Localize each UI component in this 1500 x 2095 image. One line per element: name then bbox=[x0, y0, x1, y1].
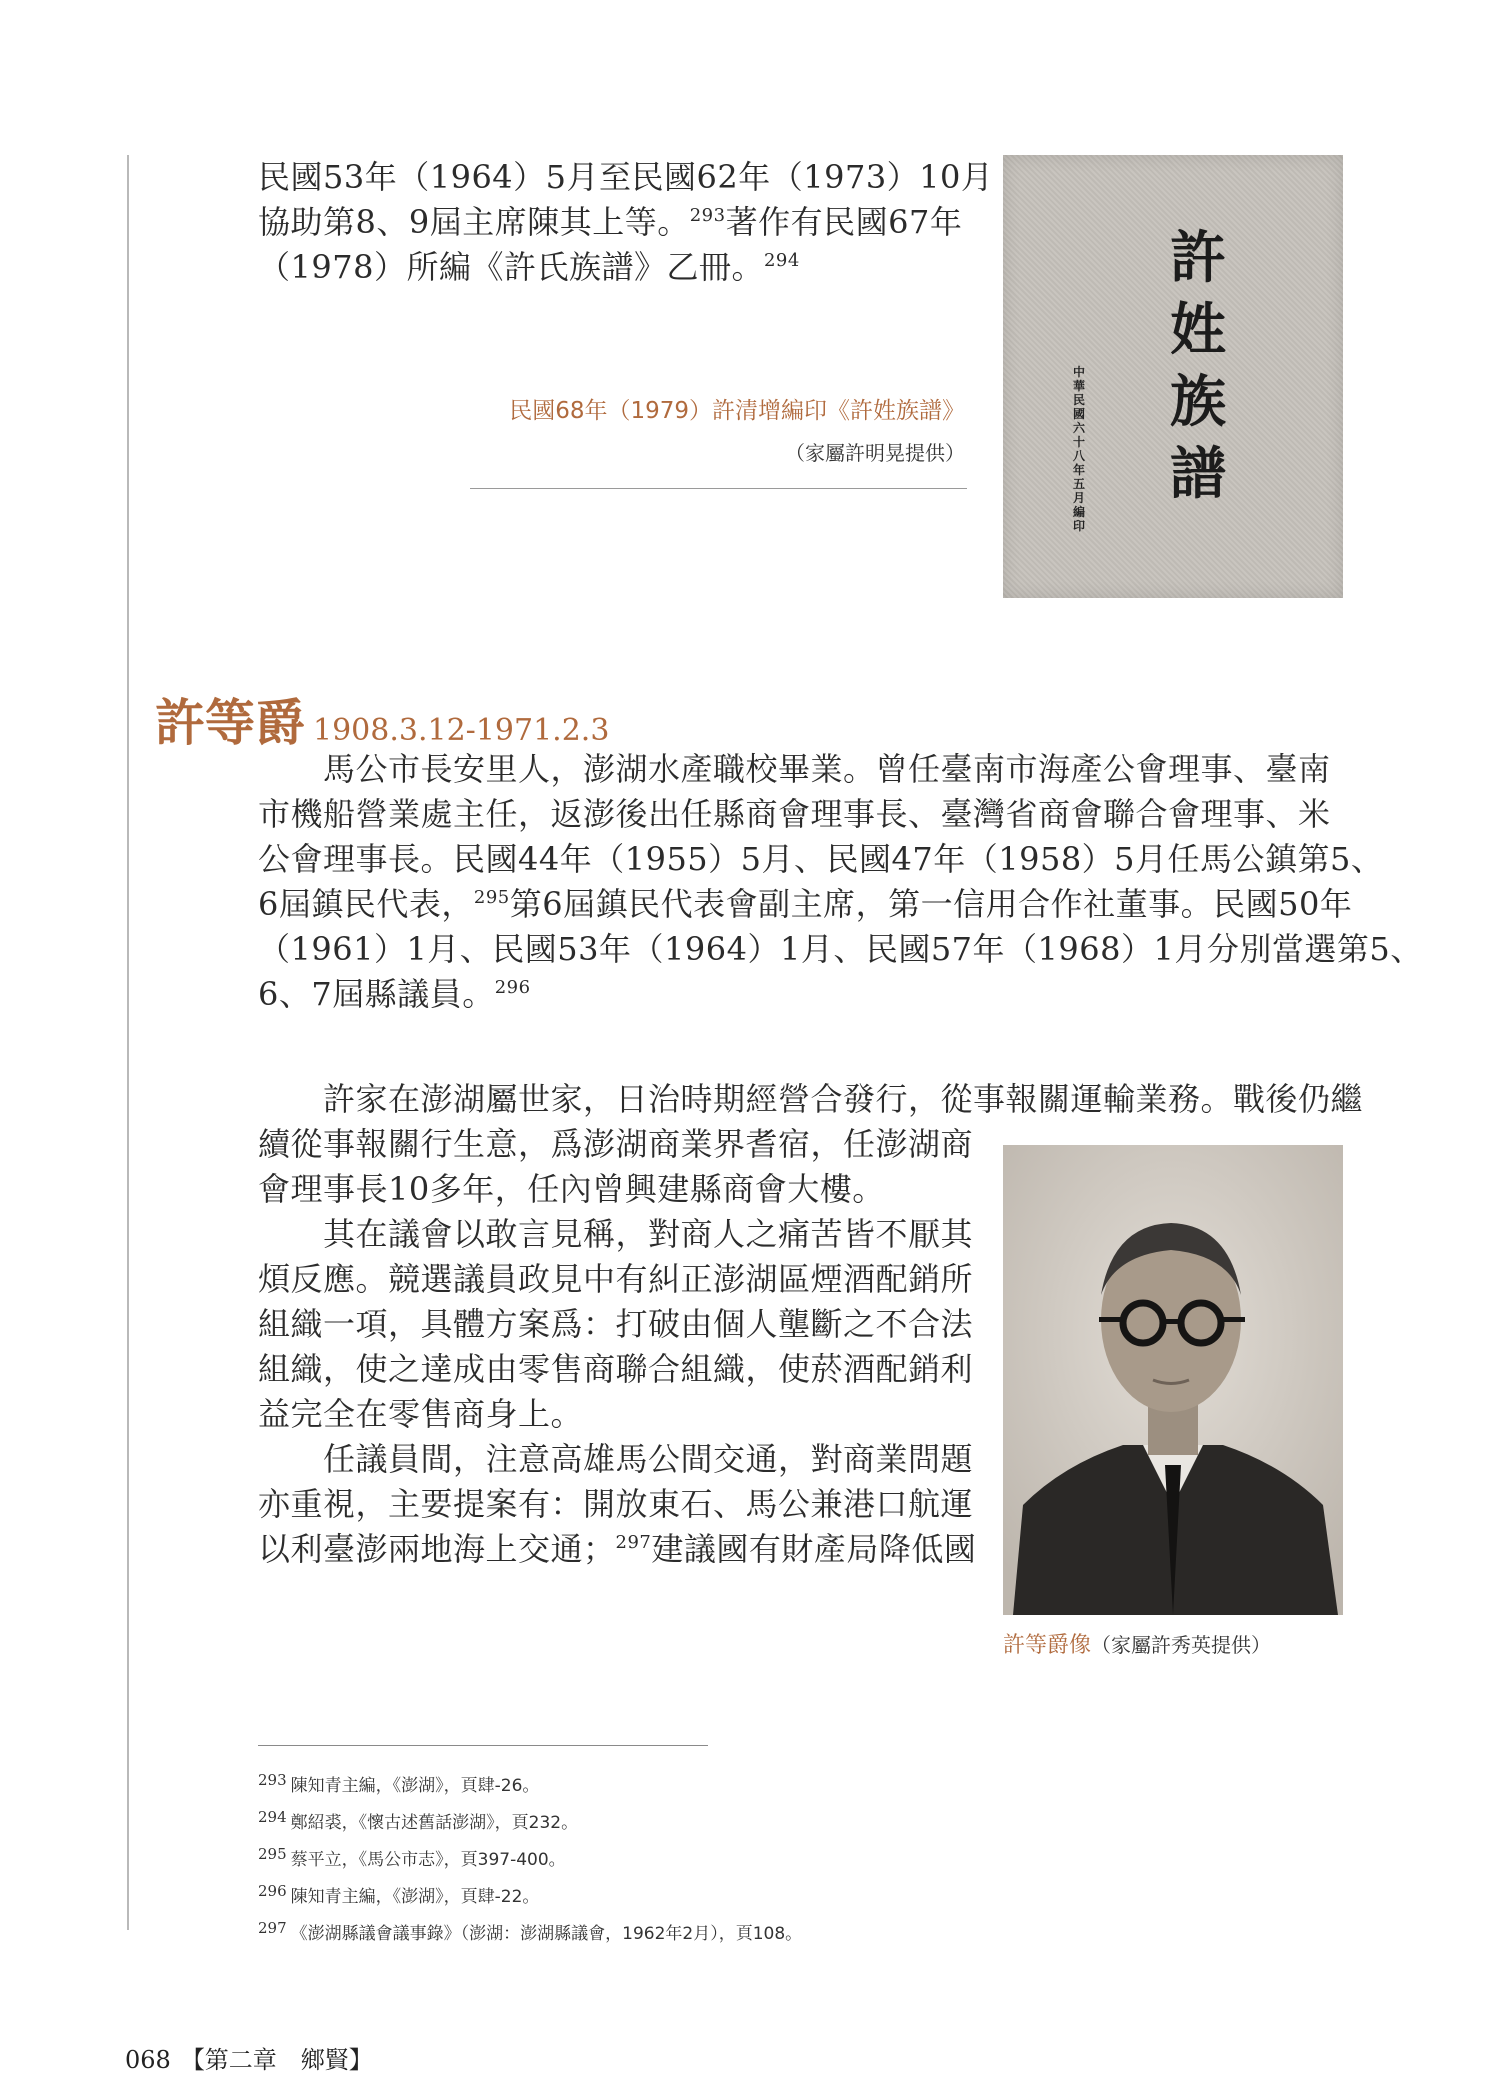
book-caption bbox=[509, 395, 965, 469]
footnote-ref[interactable]: 297 bbox=[615, 1532, 652, 1553]
book-title-char: 族 bbox=[1170, 370, 1226, 435]
text-line: （1961）1月、民國53年（1964）1月、民國57年（1968）1月分別當選第5、 bbox=[258, 930, 1423, 968]
footnote-item: 294 鄭紹裘，《懷古述舊話澎湖》，頁232。 bbox=[258, 1808, 579, 1833]
text-line: 益完全在零售商身上。 bbox=[258, 1395, 584, 1433]
text-line: 續從事報關行生意，爲澎湖商業界耆宿，任澎湖商 bbox=[258, 1125, 974, 1163]
text-line: 市機船營業處主任，返澎後出任縣商會理事長、臺灣省商會聯合會理事、米 bbox=[258, 795, 1331, 833]
text-line: 任議員間，注意高雄馬公間交通，對商業問題 bbox=[258, 1440, 974, 1478]
book-cover-photo bbox=[1003, 155, 1343, 598]
intro-line: （1978）所編《許氏族譜》乙冊。$^{294}$ bbox=[258, 248, 800, 286]
book-caption-title: 民國68年（1979）許清增編印《許姓族譜》 bbox=[509, 398, 965, 424]
portrait-illustration bbox=[1003, 1145, 1343, 1615]
text-line: 以利臺澎兩地海上交通；$^{297}$建議國有財產局降低國 bbox=[258, 1530, 977, 1568]
text-line: 馬公市長安里人，澎湖水產職校畢業。曾任臺南市海產公會理事、臺南 bbox=[258, 750, 1331, 788]
text-line: 亦重視，主要提案有：開放東石、馬公兼港口航運 bbox=[258, 1485, 974, 1523]
caption-divider bbox=[470, 488, 967, 489]
footnote-ref[interactable]: 293 bbox=[689, 205, 726, 226]
footnote-ref[interactable]: 296 bbox=[494, 977, 531, 998]
book-cover-title bbox=[1158, 223, 1238, 511]
text-line: 煩反應。競選議員政見中有糾正澎湖區煙酒配銷所 bbox=[258, 1260, 974, 1298]
portrait-caption-title: 許等爵像 bbox=[1003, 1633, 1092, 1658]
portrait-caption bbox=[1003, 1628, 1271, 1659]
book-cover-date: 中 華 民 國 六 十 八 年 五 月 編 印 bbox=[1072, 365, 1085, 533]
text-line: 會理事長10多年，任內曾興建縣商會大樓。 bbox=[258, 1170, 885, 1208]
book-title-char: 姓 bbox=[1170, 298, 1226, 363]
book-caption-credit: （家屬許明晃提供） bbox=[785, 441, 965, 465]
margin-rule bbox=[127, 155, 129, 1930]
chapter-label: 【第二章 鄉賢】 bbox=[180, 2046, 373, 2074]
text-line: 6屆鎮民代表，$^{295}$第6屆鎮民代表會副主席，第一信用合作社董事。民國50年 bbox=[258, 885, 1353, 923]
intro-line: 協助第8、9屆主席陳其上等。$^{293}$著作有民國67年 bbox=[258, 203, 963, 241]
person-dates: 1908.3.12-1971.2.3 bbox=[313, 713, 610, 748]
text-line: 公會理事長。民國44年（1955）5月、民國47年（1958）5月任馬公鎮第5、 bbox=[258, 840, 1384, 878]
person-name: 許等爵 bbox=[155, 694, 305, 752]
portrait-photo bbox=[1003, 1145, 1343, 1615]
intro-paragraph bbox=[258, 155, 993, 290]
text-line: 其在議會以敢言見稱，對商人之痛苦皆不厭其 bbox=[258, 1215, 974, 1253]
footnote-ref[interactable]: 294 bbox=[763, 250, 800, 271]
footnote-divider bbox=[258, 1745, 708, 1746]
footnote-item: 296 陳知青主編，《澎湖》，頁肆-22。 bbox=[258, 1882, 540, 1907]
footnote-item: 295 蔡平立，《馬公市志》，頁397-400。 bbox=[258, 1845, 566, 1870]
body-paragraph bbox=[258, 747, 1423, 1017]
footnote-item: 293 陳知青主編，《澎湖》，頁肆-26。 bbox=[258, 1771, 540, 1796]
portrait-caption-credit: （家屬許秀英提供） bbox=[1091, 1633, 1272, 1657]
page-number: 068 bbox=[125, 2046, 171, 2074]
footnote-ref[interactable]: 295 bbox=[473, 887, 510, 908]
text-line: 組織一項，具體方案爲：打破由個人壟斷之不合法 bbox=[258, 1305, 974, 1343]
section-heading bbox=[155, 683, 609, 755]
footnote-item: 297 《澎湖縣議會議事錄》（澎湖：澎湖縣議會，1962年2月），頁108。 bbox=[258, 1919, 803, 1944]
book-title-char: 許 bbox=[1170, 226, 1226, 291]
page-folio bbox=[125, 2040, 373, 2075]
text-line: 許家在澎湖屬世家，日治時期經營合發行，從事報關運輸業務。戰後仍繼 bbox=[258, 1080, 1364, 1118]
text-line: 6、7屆縣議員。$^{296}$ bbox=[258, 975, 531, 1013]
footnotes bbox=[258, 1765, 802, 1950]
book-title-char: 譜 bbox=[1170, 442, 1226, 507]
text-line: 組織，使之達成由零售商聯合組織，使菸酒配銷利 bbox=[258, 1350, 974, 1388]
intro-line: 民國53年（1964）5月至民國62年（1973）10月 bbox=[258, 158, 994, 196]
